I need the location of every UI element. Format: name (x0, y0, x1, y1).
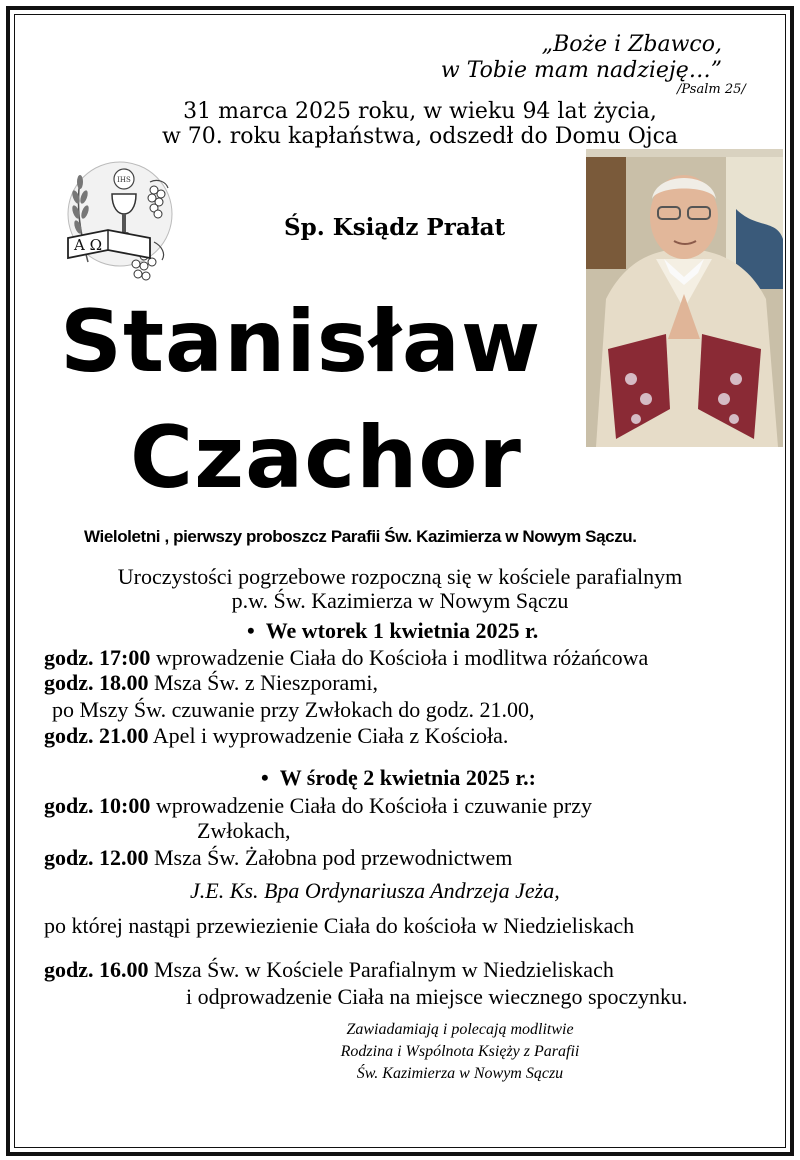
deceased-title: Śp. Ksiądz Prałat (284, 214, 506, 241)
schedule-time: godz. 17:00 (44, 645, 151, 670)
intro-line-1: 31 marca 2025 roku, w wieku 94 lat życia, (183, 99, 657, 124)
announcement-line-1: Uroczystości pogrzebowe rozpoczną się w kościele parafialnym (117, 564, 683, 589)
svg-text:A Ω: A Ω (73, 236, 103, 254)
schedule-row (44, 794, 592, 818)
deceased-description: Wieloletni , pierwszy proboszcz Parafii Św. Kazimierza w Nowym Sączu. (84, 527, 637, 546)
schedule-time: godz. 18.00 (44, 670, 149, 695)
schedule-text: po Mszy Św. czuwanie przy Zwłokach do godz. 21.00, (52, 697, 535, 722)
schedule-row (44, 724, 508, 748)
schedule-text: Msza Św. Żałobna pod przewodnictwem (148, 845, 513, 870)
schedule-text: wprowadzenie Ciała do Kościoła i modlitwa różańcowa (150, 645, 649, 670)
schedule-row (44, 958, 614, 982)
bullet-icon: • (247, 618, 266, 643)
day2-heading (261, 766, 536, 790)
last-name: Czachor (130, 408, 522, 508)
schedule-text: Msza Św. w Kościele Parafialnym w Niedzieliskach (148, 957, 614, 982)
psalm-quote (441, 32, 722, 84)
schedule-row (44, 646, 648, 670)
svg-text:IHS: IHS (117, 176, 131, 184)
schedule-continuation: i odprowadzenie Ciała na miejsce wiecznego spoczynku. (186, 984, 688, 1009)
priest-portrait-icon (586, 149, 783, 447)
schedule-continuation: Zwłokach, (197, 818, 291, 843)
day1-heading-text: We wtorek 1 kwietnia 2025 r. (265, 618, 539, 643)
religious-emblem (58, 152, 178, 297)
schedule-text: Msza Św. z Nieszporami, (148, 670, 379, 695)
day2-heading-text: W środę 2 kwietnia 2025 r.: (279, 765, 536, 790)
quote-source: /Psalm 25/ (677, 82, 746, 97)
schedule-time: godz. 10:00 (44, 793, 151, 818)
day1-heading (247, 619, 538, 643)
schedule-row (44, 671, 378, 695)
quote-line-1: „Boże i Zbawco, (541, 32, 722, 57)
schedule-text: Apel i wyprowadzenie Ciała z Kościoła. (148, 723, 509, 748)
schedule-time: godz. 21.00 (44, 723, 149, 748)
portrait-photo (586, 149, 783, 447)
schedule-text: wprowadzenie Ciała do Kościoła i czuwanie przy (150, 793, 592, 818)
schedule-time: godz. 12.00 (44, 845, 149, 870)
quote-line-2: w Tobie mam nadzieję…” (440, 58, 722, 83)
bishop-name: J.E. Ks. Bpa Ordynariusza Andrzeja Jeża, (190, 878, 560, 903)
announcement-line-2: p.w. Św. Kazimierza w Nowym Sączu (231, 588, 569, 613)
chalice-book-grapes-icon (58, 152, 178, 297)
signature-line-3: Św. Kazimierza w Nowym Sączu (356, 1065, 564, 1082)
schedule-time: godz. 16.00 (44, 957, 149, 982)
intro-line-2: w 70. roku kapłaństwa, odszedł do Domu Ojca (161, 124, 679, 149)
bullet-icon: • (261, 765, 280, 790)
transfer-note: po której nastąpi przewiezienie Ciała do kościoła w Niedzieliskach (44, 913, 635, 938)
first-name: Stanisław (60, 292, 542, 392)
schedule-row (44, 846, 512, 870)
schedule-row (52, 698, 534, 722)
signature-line-2: Rodzina i Wspólnota Księży z Parafii (340, 1043, 580, 1060)
signature-line-1: Zawiadamiają i polecają modlitwie (346, 1021, 574, 1038)
announcement (20, 565, 780, 613)
signature (260, 1019, 660, 1085)
intro (120, 99, 720, 149)
